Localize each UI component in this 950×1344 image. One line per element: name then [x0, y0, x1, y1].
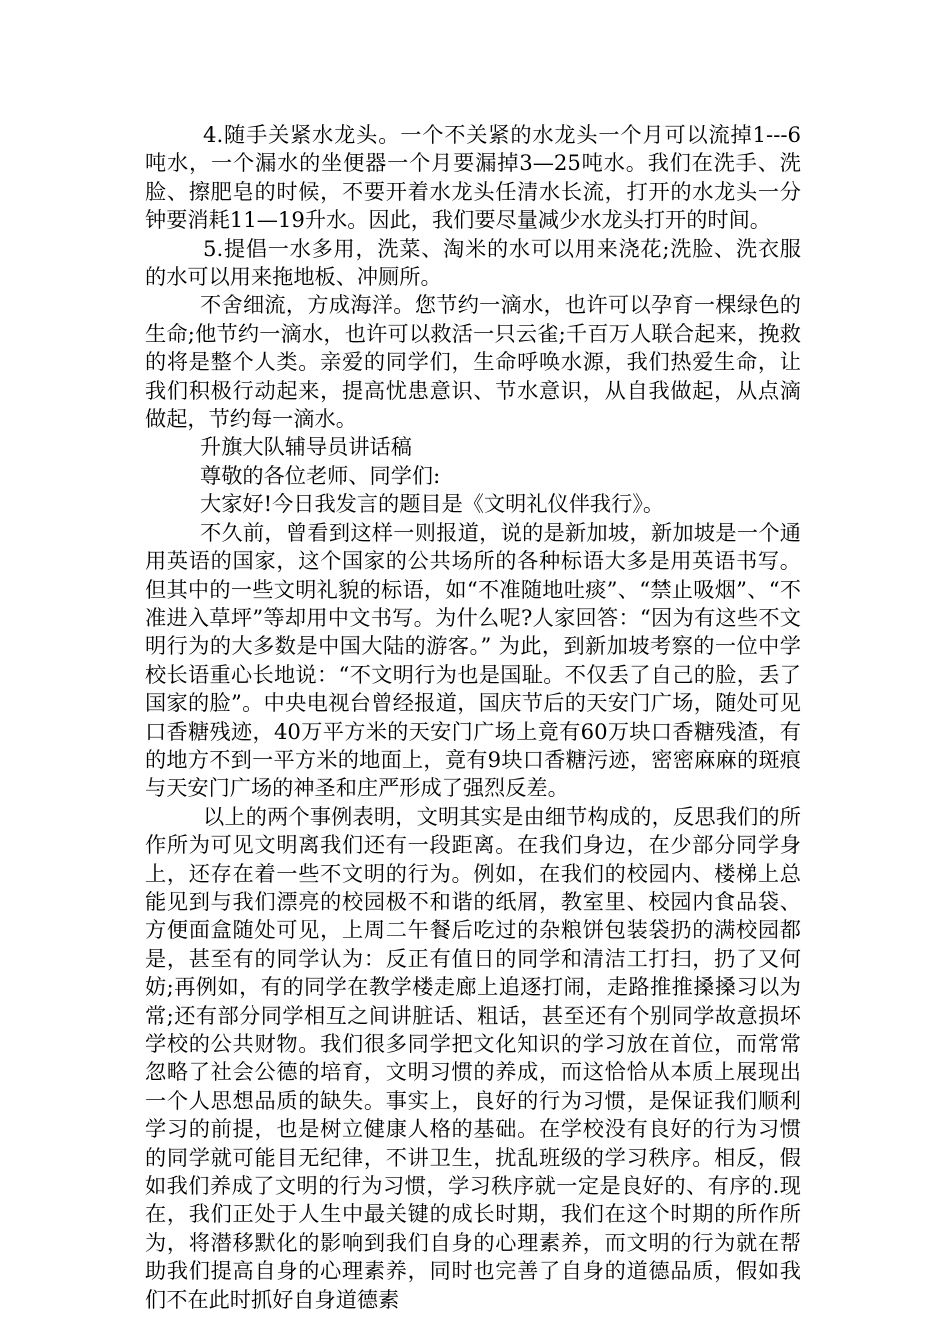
document-body	[145, 121, 801, 1314]
paragraph-save-every-drop: 不舍细流，方成海洋。您节约一滴水，也许可以孕育一棵绿色的生命;他节约一滴水，也许可以救活一只云雀;千百万人联合起来，挽救的将是整个人类。亲爱的同学们，生命呼唤水源，我们热爱生命，让我们积极行动起来，提高忧患意识、节水意识，从自我做起，从点滴做起，节约每一滴水。	[145, 292, 801, 432]
paragraph-turn-off-tap: 4.随手关紧水龙头。一个不关紧的水龙头一个月可以流掉1---6吨水，一个漏水的坐便器一个月要漏掉3—25吨水。我们在洗手、洗脸、擦肥皂的时候，不要开着水龙头任清水长流，打开的水龙头一分钟要消耗11—19升水。因此，我们要尽量减少水龙头打开的时间。	[145, 122, 801, 233]
speech-salutation: 尊敬的各位老师、同学们:	[200, 462, 441, 488]
paragraph-civility-details: 以上的两个事例表明，文明其实是由细节构成的，反思我们的所作所为可见文明离我们还有一段距离。在我们身边，在少部分同学身上，还存在着一些不文明的行为。例如，在我们的校园内、楼梯上总能见到与我们漂亮的校园极不和谐的纸屑，教室里、校园内食品袋、方便面盒随处可见，上周二午餐后吃过的杂粮饼包装袋扔的满校园都是，甚至有的同学认为：反正有值日的同学和清洁工打扫，扔了又何妨;再例如，有的同学在教学楼走廊上追逐打闹，走路推推搡搡习以为常;还有部分同学相互之间讲脏话、粗话，甚至还有个别同学故意损坏学校的公共财物。我们很多同学把文化知识的学习放在首位，而常常忽略了社会公德的培育，文明习惯的养成，而这恰恰从本质上展现出一个人思想品质的缺失。事实上，良好的行为习惯，是保证我们顺利学习的前提，也是树立健康人格的基础。在学校没有良好的行为习惯的同学就可能目无纪律，不讲卫生，扰乱班级的学习秩序。相反，假如我们养成了文明的行为习惯，学习秩序就一定是良好的、有序的.现在，我们正处于人生中最关键的成长时期，我们在这个时期的所作所为，将潜移默化的影响到我们自身的心理素养，而文明的行为就在帮助我们提高自身的心理素养，同时也完善了自身的道德品质，假如我们不在此时抓好自身道德素	[145, 803, 801, 1312]
paragraph-singapore-report: 不久前，曾看到这样一则报道，说的是新加坡，新加坡是一个通用英语的国家，这个国家的公共场所的各种标语大多是用英语书写。但其中的一些文明礼貌的标语，如“不准随地吐痰”、“禁止吸烟”、“不准进入草坪”等却用中文书写。为什么呢?人家回答：“因为有这些不文明行为的大多数是中国大陆的游客。” 为此，到新加坡考察的一位中学校长语重心长地说：“不文明行为也是国耻。不仅丢了自己的脸，丢了国家的脸”。中央电视台曾经报道，国庆节后的天安门广场，随处可见口香糖残迹，40万平方米的天安门广场上竟有60万块口香糖残渣，有的地方不到一平方米的地面上，竟有9块口香糖污迹，密密麻麻的斑痕与天安门广场的神圣和庄严形成了强烈反差。	[145, 519, 801, 801]
paragraph-reuse-water: 5.提倡一水多用，洗菜、淘米的水可以用来浇花;洗脸、洗衣服的水可以用来拖地板、冲厕所。	[145, 235, 801, 290]
speech-greeting: 大家好!今日我发言的题目是《文明礼仪伴我行》。	[200, 491, 665, 517]
speech-title: 升旗大队辅导员讲话稿	[200, 434, 412, 460]
